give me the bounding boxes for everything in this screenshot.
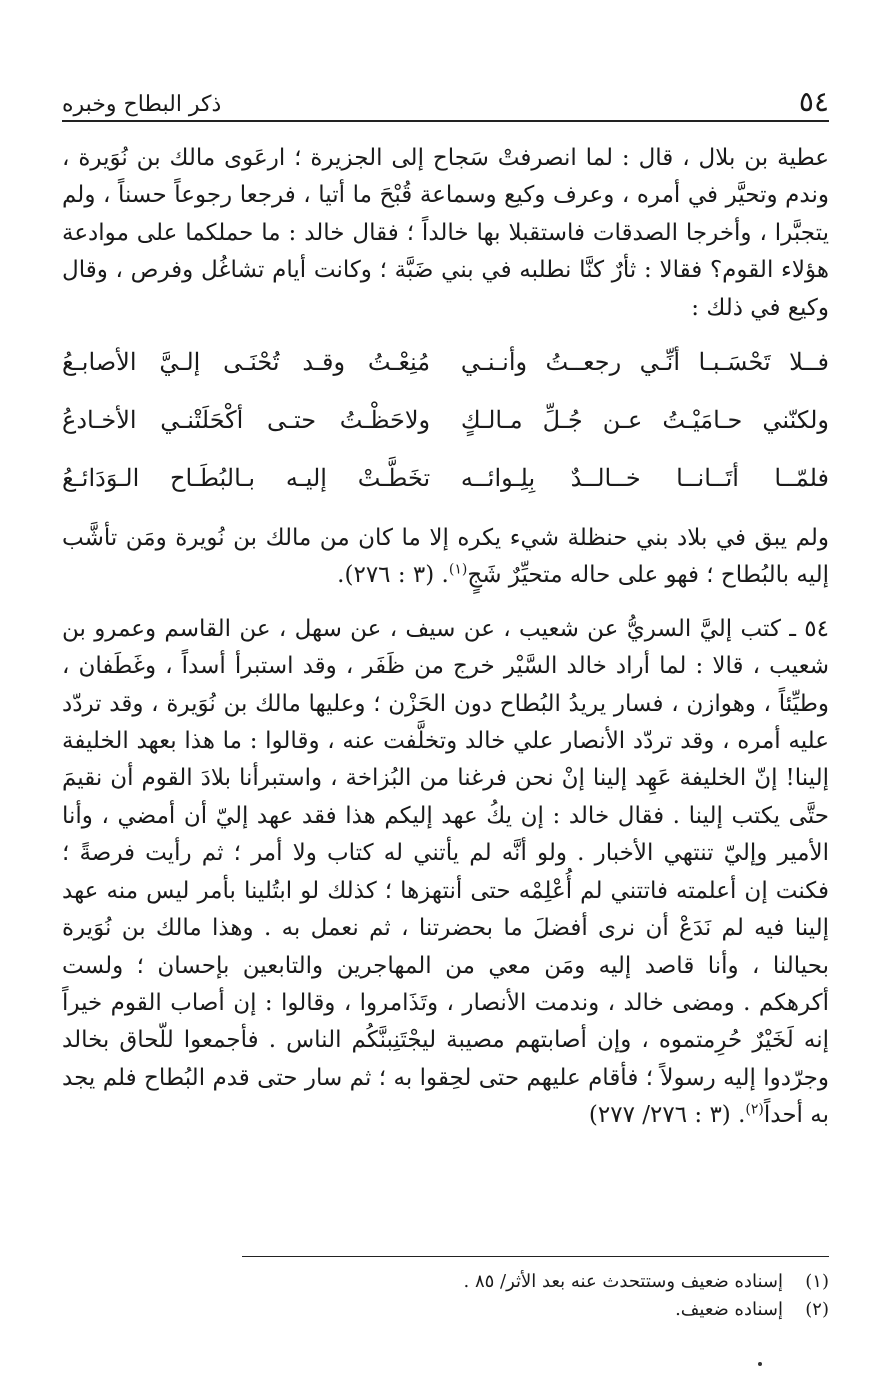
footnotes — [62, 1268, 829, 1324]
page-header — [62, 76, 829, 122]
footnote-number: (٢) — [805, 1299, 829, 1320]
running-title: ذكر البطاح وخبره — [62, 92, 222, 117]
after-poem-text: ولم يبق في بلاد بني حنظلة شيء يكره إلا ما كان من مالك بن نُويرة ومَن تأشَّب إليه بالبُطاح ؛ فهو على حاله متحيِّرٌ شَجٍ — [62, 525, 829, 589]
footnote-ref-1[interactable]: (١) — [448, 561, 468, 578]
entry-text: ٥٤ ـ كتب إليَّ السريُّ عن شعيب ، عن سيف ، عن سهل ، عن القاسم وعمرو بن شعيب ، قالا : لما أراد خالد السَّيْر خرج من ظَفَر ، وقد استبرأ أسداً ، وغَطَفان ، وطيِّئاً ، وهوازن ، فسار يريدُ البُطاح دون الحَزْن ؛ وعليها مالك بن نُوَيرة ، وقد تردّد عليه أمره ، وقد تردّد الأنصار علي خالد وتخلَّفت عنه ، وقالوا : ما هذا بعهد الخليفة إلينا! إنّ الخليفة عَهِد إلينا إنْ نحن فرغنا من البُزاخة ، واستبرأنا بلادَ القوم أن نقيمَ حتَّى يكتب إلينا . فقال خالد : إن يكُ عهد إليكم هذا فقد عهد إليّ أن أمضي ، وأنا الأمير وإليّ تنتهي الأخبار . ولو أنَّه لم يأتني له كتاب ولا أمر ؛ ثم رأيت فرصةً ؛ فكنت إن أعلمته فاتتني لم أُعْلِمْه حتى أنتهزها ؛ كذلك لو ابتُلينا بأمر ليس منه عهد إلينا فيه لم نَدَعْ أن نرى أفضلَ ما بحضرتنا ، ثم نعمل به . وهذا مالك بن نُوَيرة بحيالنا ، وأنا قاصد إليه ومَن معي من المهاجرين والتابعين بإحسان ؛ ولست أكرهكم . ومضى خالد ، وندمت الأنصار ، وتَذَامروا ، وقالوا : إن أصاب القوم خيراً إنه لَخَيْرٌ حُرِمتموه ، وإن أصابتهم مصيبة ليجْتَنِبنَّكُم الناس . فأجمعوا للّحاق بخالد وجرّدوا إليه رسولاً ؛ فأقام عليهم حتى لحِقوا به ؛ ثم سار حتى قدم البُطاح فلم يجد به أحداً — [62, 615, 829, 1129]
footnote-number: (١) — [805, 1271, 829, 1292]
verse-first-hemistich: فلمّــا أتَــانــا خــالــدٌ بِلِـوائــه — [460, 464, 829, 493]
page-number: ٥٤ — [798, 85, 829, 118]
poem-verse — [62, 334, 829, 392]
poem-verse — [62, 450, 829, 508]
verse-second-hemistich: مُنِعْـتُ وقـد تُحْنَـى إلـيَّ الأصابـعُ — [62, 348, 431, 377]
verse-second-hemistich: تخَطَّـتْ إليـه بـالبُطَـاح الـوَدَائـعُ — [62, 464, 431, 493]
footnote-divider — [242, 1256, 829, 1257]
poem-verse — [62, 392, 829, 450]
after-poem-paragraph — [62, 520, 829, 595]
citation: . (٣ : ٢٧٦). — [337, 562, 449, 589]
intro-paragraph: عطية بن بلال ، قال : لما انصرفتْ سَجاح إلى الجزيرة ؛ ارعَوى مالك بن نُوَيرة ، وندم وتحيَّر في أمره ، وعرف وكيع وسماعة قُبْحَ ما أتيا ، فرجعا رجوعاً حسناً ، ولم يتجبَّرا ، وأخرجا الصدقات فاستقبلا بها خالداً ؛ فقال خالد : ما حملكما على موادعة هؤلاء القوم؟ فقالا : ثأرٌ كنَّا نطلبه في بني ضَبَّة ؛ وكانت أيام تشاغُل وفرص ، وقال وكيع في ذلك : — [62, 145, 829, 321]
verse-first-hemistich: فــلا تَحْسَـبـا أنِّـي رجعــتُ وأنـنـي — [460, 348, 829, 377]
footnote — [62, 1268, 829, 1296]
footnote-text: إسناده ضعيف. — [675, 1299, 783, 1320]
entry-paragraph — [62, 611, 829, 1135]
footnote-text: إسناده ضعيف وستتحدث عنه بعد الأثر/ ٨٥ . — [463, 1271, 783, 1292]
verse-second-hemistich: ولاحَظْـتُ حتـى أكْحَلَتْنـي الأخـادعُ — [62, 406, 431, 435]
footnote-ref-2[interactable]: (٢) — [745, 1101, 764, 1118]
poem — [62, 334, 829, 508]
citation: . (٣ : ٢٧٦/ ٢٧٧) — [588, 1102, 746, 1129]
main-text — [62, 140, 829, 1135]
book-page — [62, 0, 829, 1392]
footnote — [62, 1296, 829, 1324]
scan-mark — [758, 1362, 762, 1366]
verse-first-hemistich: ولكنّني حـامَيْـتُ عـن جُـلِّ مـالـكٍ — [460, 406, 829, 435]
